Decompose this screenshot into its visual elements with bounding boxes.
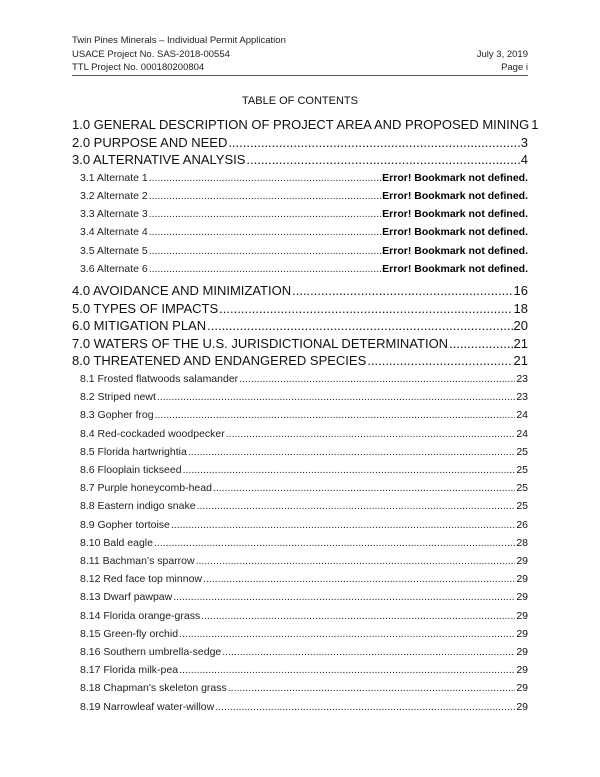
- toc-entry[interactable]: [72, 625, 528, 643]
- toc-entry-label: 8.7 Purple honeycomb-head: [80, 482, 212, 495]
- toc-dot-leader: [188, 443, 516, 461]
- toc-entry-label: 5.0 TYPES OF IMPACTS: [72, 300, 219, 316]
- toc-dot-leader: [196, 552, 516, 570]
- toc-dot-leader: [154, 534, 515, 552]
- toc-dot-leader: [367, 352, 512, 370]
- toc-entry[interactable]: [72, 516, 528, 534]
- toc-page-number: 29: [516, 682, 528, 695]
- toc-page-number: 4: [520, 152, 528, 168]
- toc-entry[interactable]: [72, 134, 528, 152]
- toc-species: [72, 370, 528, 716]
- toc-page-number: 20: [513, 318, 528, 334]
- toc-dot-leader: [213, 479, 515, 497]
- toc-entry-label: 3.5 Alternate 5: [80, 244, 148, 257]
- toc-entry[interactable]: [72, 300, 528, 318]
- toc-dot-leader: [222, 643, 515, 661]
- toc-entry-label: 3.0 ALTERNATIVE ANALYSIS: [72, 152, 246, 168]
- toc-entry[interactable]: [72, 223, 528, 241]
- toc-page-number: 24: [516, 427, 528, 440]
- toc-entry-label: 8.0 THREATENED AND ENDANGERED SPECIES: [72, 353, 367, 369]
- toc-entry-label: 8.6 Flooplain tickseed: [80, 463, 182, 476]
- toc-entry-label: 8.12 Red face top minnow: [80, 573, 202, 586]
- toc-page-number: 29: [516, 664, 528, 677]
- toc-entry-label: 8.15 Green-fly orchid: [80, 627, 179, 640]
- toc-bookmark-error: Error! Bookmark not defined.: [382, 262, 528, 275]
- toc-dot-leader: [239, 370, 515, 388]
- header-row-3: [72, 61, 528, 75]
- toc-entry[interactable]: [72, 388, 528, 406]
- toc-entry[interactable]: [72, 260, 528, 278]
- toc-bookmark-error: Error! Bookmark not defined.: [382, 189, 528, 202]
- header-date: July 3, 2019: [476, 48, 528, 60]
- toc-dot-leader: [171, 516, 515, 534]
- toc-page-number: 25: [516, 463, 528, 476]
- toc-entry[interactable]: [72, 425, 528, 443]
- toc-dot-leader: [149, 205, 381, 223]
- toc-dot-leader: [149, 223, 381, 241]
- header-row-1: [72, 34, 528, 48]
- toc-dot-leader: [197, 497, 516, 515]
- toc-dot-leader: [149, 187, 381, 205]
- toc-entry-label: 8.9 Gopher tortoise: [80, 518, 170, 531]
- toc-page-number: 29: [516, 591, 528, 604]
- toc-entry[interactable]: [72, 461, 528, 479]
- toc-dot-leader: [149, 242, 381, 260]
- toc-entry[interactable]: [72, 282, 528, 300]
- toc-entry[interactable]: [72, 187, 528, 205]
- toc-entry-label: 2.0 PURPOSE AND NEED: [72, 134, 228, 150]
- toc-dot-leader: [183, 461, 516, 479]
- toc-entry[interactable]: [72, 607, 528, 625]
- toc-title: TABLE OF CONTENTS: [242, 95, 358, 107]
- toc-entry-label: 8.16 Southern umbrella-sedge: [80, 646, 222, 659]
- toc-entry[interactable]: [72, 679, 528, 697]
- toc-entry-label: 3.6 Alternate 6: [80, 262, 148, 275]
- toc-page-number: 21: [513, 335, 528, 351]
- toc-page-number: 18: [513, 300, 528, 316]
- toc-alternates: [72, 169, 528, 278]
- toc-entry-label: 8.8 Eastern indigo snake: [80, 500, 196, 513]
- toc-page-number: 1: [531, 117, 539, 132]
- toc-entry-label: 8.11 Bachman’s sparrow: [80, 555, 195, 567]
- header-page-number: Page i: [501, 62, 528, 73]
- toc-entry[interactable]: [72, 169, 528, 187]
- toc-page-number: 29: [516, 555, 528, 567]
- toc-page-number: 25: [516, 445, 528, 458]
- toc-page-number: 21: [513, 353, 528, 369]
- toc-page-number: 23: [516, 372, 528, 385]
- header-row-2: [72, 48, 528, 62]
- toc-entry-label: 8.19 Narrowleaf water-willow: [80, 700, 215, 713]
- toc-dot-leader: [149, 169, 381, 187]
- toc-dot-leader: [201, 607, 515, 625]
- toc-page-number: 29: [516, 646, 528, 659]
- toc-entry-label: 3.3 Alternate 3: [80, 208, 148, 221]
- toc-page-number: 29: [516, 700, 528, 713]
- toc-dot-leader: [228, 679, 516, 697]
- toc-entry[interactable]: [72, 242, 528, 260]
- toc-entry-label: 6.0 MITIGATION PLAN: [72, 318, 207, 334]
- toc-page-number: 23: [516, 391, 528, 404]
- toc-page-number: 28: [516, 536, 528, 549]
- toc-entry[interactable]: [72, 335, 528, 353]
- toc-entry[interactable]: [72, 443, 528, 461]
- toc-page-number: 16: [513, 283, 528, 298]
- toc-page-number: 29: [516, 609, 528, 622]
- toc-entry[interactable]: [72, 151, 528, 169]
- toc-bookmark-error: Error! Bookmark not defined.: [382, 208, 528, 221]
- toc-dot-leader: [179, 661, 515, 679]
- toc-entry-label: 1.0 GENERAL DESCRIPTION OF PROJECT AREA AND PROPOSED MINING: [72, 117, 530, 132]
- toc-dot-leader: [215, 698, 515, 716]
- toc-page-number: 25: [516, 482, 528, 495]
- toc-entry[interactable]: [72, 698, 528, 716]
- header-document-title: Twin Pines Minerals – Individual Permit Application: [72, 35, 286, 46]
- toc-dot-leader: [226, 425, 516, 443]
- toc-dot-leader: [207, 317, 512, 335]
- toc-entry[interactable]: [72, 534, 528, 552]
- toc-entry-label: 4.0 AVOIDANCE AND MINIMIZATION: [72, 283, 292, 298]
- toc-bookmark-error: Error! Bookmark not defined.: [382, 226, 528, 239]
- toc-entry[interactable]: [72, 116, 539, 134]
- toc-entry[interactable]: [72, 570, 528, 588]
- toc-page-number: 29: [516, 573, 528, 586]
- toc-dot-leader: [228, 134, 519, 152]
- toc-dot-leader: [157, 388, 515, 406]
- toc-main-sections-a: [72, 116, 539, 169]
- toc-page-number: 29: [516, 627, 528, 640]
- toc-dot-leader: [149, 260, 381, 278]
- toc-entry[interactable]: [72, 352, 528, 370]
- toc-dot-leader: [203, 570, 515, 588]
- toc-entry[interactable]: [72, 588, 528, 606]
- header-usace-project: USACE Project No. SAS-2018-00554: [72, 48, 230, 60]
- toc-page-number: 24: [516, 409, 528, 422]
- toc-entry-label: 3.1 Alternate 1: [80, 171, 148, 184]
- toc-entry-label: 8.14 Florida orange-grass: [80, 609, 201, 622]
- toc-entry[interactable]: [72, 370, 528, 388]
- toc-dot-leader: [449, 335, 512, 353]
- toc-entry-label: 7.0 WATERS OF THE U.S. JURISDICTIONAL DETERMINATION: [72, 335, 449, 351]
- toc-entry-label: 8.2 Striped newt: [80, 391, 156, 404]
- toc-entry-label: 8.3 Gopher frog: [80, 409, 154, 422]
- toc-entry[interactable]: [72, 317, 528, 335]
- toc-entry-label: 3.4 Alternate 4: [80, 226, 148, 239]
- toc-entry[interactable]: [72, 552, 528, 570]
- toc-main-sections-b: [72, 282, 528, 370]
- toc-dot-leader: [155, 406, 516, 424]
- toc-entry[interactable]: [72, 497, 528, 515]
- toc-dot-leader: [173, 588, 515, 606]
- toc-entry[interactable]: [72, 643, 528, 661]
- toc-bookmark-error: Error! Bookmark not defined.: [382, 244, 528, 257]
- toc-entry-label: 8.13 Dwarf pawpaw: [80, 591, 173, 604]
- page-header: [72, 34, 528, 75]
- toc-entry-label: 8.18 Chapman's skeleton grass: [80, 682, 227, 695]
- toc-entry-label: 8.5 Florida hartwrightia: [80, 445, 187, 458]
- toc-dot-leader: [179, 625, 515, 643]
- toc-entry-label: 8.4 Red-cockaded woodpecker: [80, 427, 225, 440]
- toc-page-number: 25: [516, 500, 528, 513]
- header-ttl-project: TTL Project No. 000180200804: [72, 62, 205, 73]
- toc-bookmark-error: Error! Bookmark not defined.: [382, 171, 528, 184]
- toc-entry[interactable]: [72, 479, 528, 497]
- toc-dot-leader: [219, 300, 512, 318]
- toc-entry-label: 8.10 Bald eagle: [80, 536, 153, 549]
- toc-dot-leader: [292, 282, 512, 300]
- table-of-contents: [72, 116, 539, 716]
- toc-page-number: 26: [516, 518, 528, 531]
- header-divider: [72, 75, 528, 76]
- toc-entry[interactable]: [72, 661, 528, 679]
- toc-entry-label: 3.2 Alternate 2: [80, 189, 148, 202]
- toc-dot-leader: [246, 151, 519, 169]
- toc-entry[interactable]: [72, 205, 528, 223]
- toc-entry-label: 8.17 Florida milk-pea: [80, 664, 179, 677]
- toc-entry[interactable]: [72, 406, 528, 424]
- toc-page-number: 3: [520, 134, 528, 150]
- toc-entry-label: 8.1 Frosted flatwoods salamander: [80, 372, 239, 385]
